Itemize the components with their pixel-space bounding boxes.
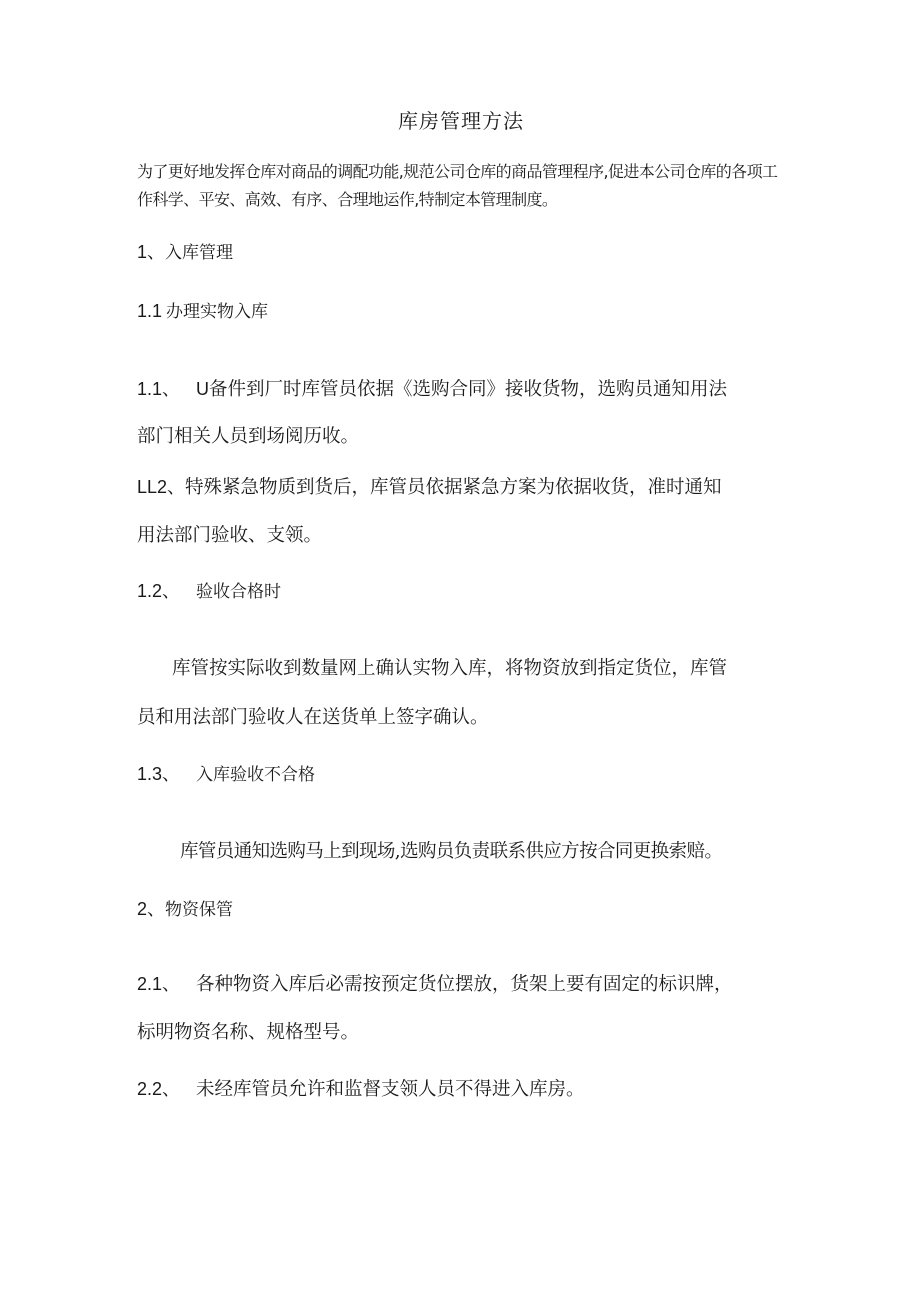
paragraph-1-1-1-code: U xyxy=(196,379,210,399)
section-2-number: 2、 xyxy=(137,899,166,919)
paragraph-1-1-2-text: 特殊紧急物质到货后，库管员依据紧急方案为依据收货，准时通知 xyxy=(185,477,722,498)
paragraph-2-1-number: 2.1、 xyxy=(137,974,181,994)
section-1-heading xyxy=(137,243,233,262)
subsection-1-3-title: 入库验收不合格 xyxy=(196,765,316,785)
paragraph-1-1-1-line-1 xyxy=(137,380,727,400)
paragraph-1-2-line-2: 员和用法部门验收人在送货单上签字确认。 xyxy=(137,707,489,728)
paragraph-2-1-line-1 xyxy=(137,975,733,995)
paragraph-1-1-1-line-2: 部门相关人员到场阅历收。 xyxy=(137,426,360,447)
intro-line-2: 作科学、平安、高效、有序、合理地运作,特制定本管理制度。 xyxy=(137,190,558,209)
paragraph-1-1-1-number: 1.1、 xyxy=(137,379,181,399)
paragraph-1-1-1-text: 备件到厂时库管员依据《选购合同》接收货物，选购员通知用法 xyxy=(209,379,728,400)
subsection-1-3-heading xyxy=(137,765,315,784)
section-1-number: 1、 xyxy=(137,242,166,262)
section-1-title: 入库管理 xyxy=(165,243,234,263)
subsection-1-1-number: 1.1 xyxy=(137,301,163,321)
section-2-heading xyxy=(137,900,233,919)
document-title: 库房管理方法 xyxy=(398,109,524,133)
subsection-1-1-heading xyxy=(137,302,268,321)
subsection-1-2-title: 验收合格时 xyxy=(196,582,282,602)
paragraph-1-3-line-1: 库管员通知选购马上到现场,选购员负责联系供应方按合同更换索赔。 xyxy=(180,841,723,862)
subsection-1-2-number: 1.2、 xyxy=(137,581,181,601)
paragraph-2-1-line-2: 标明物资名称、规格型号。 xyxy=(137,1022,360,1043)
paragraph-1-2-line-1: 库管按实际收到数量网上确认实物入库，将物资放到指定货位，库管 xyxy=(172,658,728,679)
paragraph-1-1-2-line-2: 用法部门验收、支领。 xyxy=(137,525,323,546)
subsection-1-2-heading xyxy=(137,582,281,601)
paragraph-2-1-text: 各种物资入库后必需按预定货位摆放，货架上要有固定的标识牌， xyxy=(196,974,733,995)
paragraph-1-1-2-number: LL2、 xyxy=(137,477,186,497)
paragraph-2-2-number: 2.2、 xyxy=(137,1079,181,1099)
subsection-1-1-title: 办理实物入库 xyxy=(166,302,269,322)
paragraph-2-2-line-1 xyxy=(137,1080,585,1100)
paragraph-2-2-text: 未经库管员允许和监督支领人员不得进入库房。 xyxy=(196,1079,585,1100)
intro-line-1: 为了更好地发挥仓库对商品的调配功能,规范公司仓库的商品管理程序,促进本公司仓库的各项工 xyxy=(137,162,778,181)
section-2-title: 物资保管 xyxy=(165,900,234,920)
subsection-1-3-number: 1.3、 xyxy=(137,764,181,784)
paragraph-1-1-2-line-1 xyxy=(137,478,722,498)
